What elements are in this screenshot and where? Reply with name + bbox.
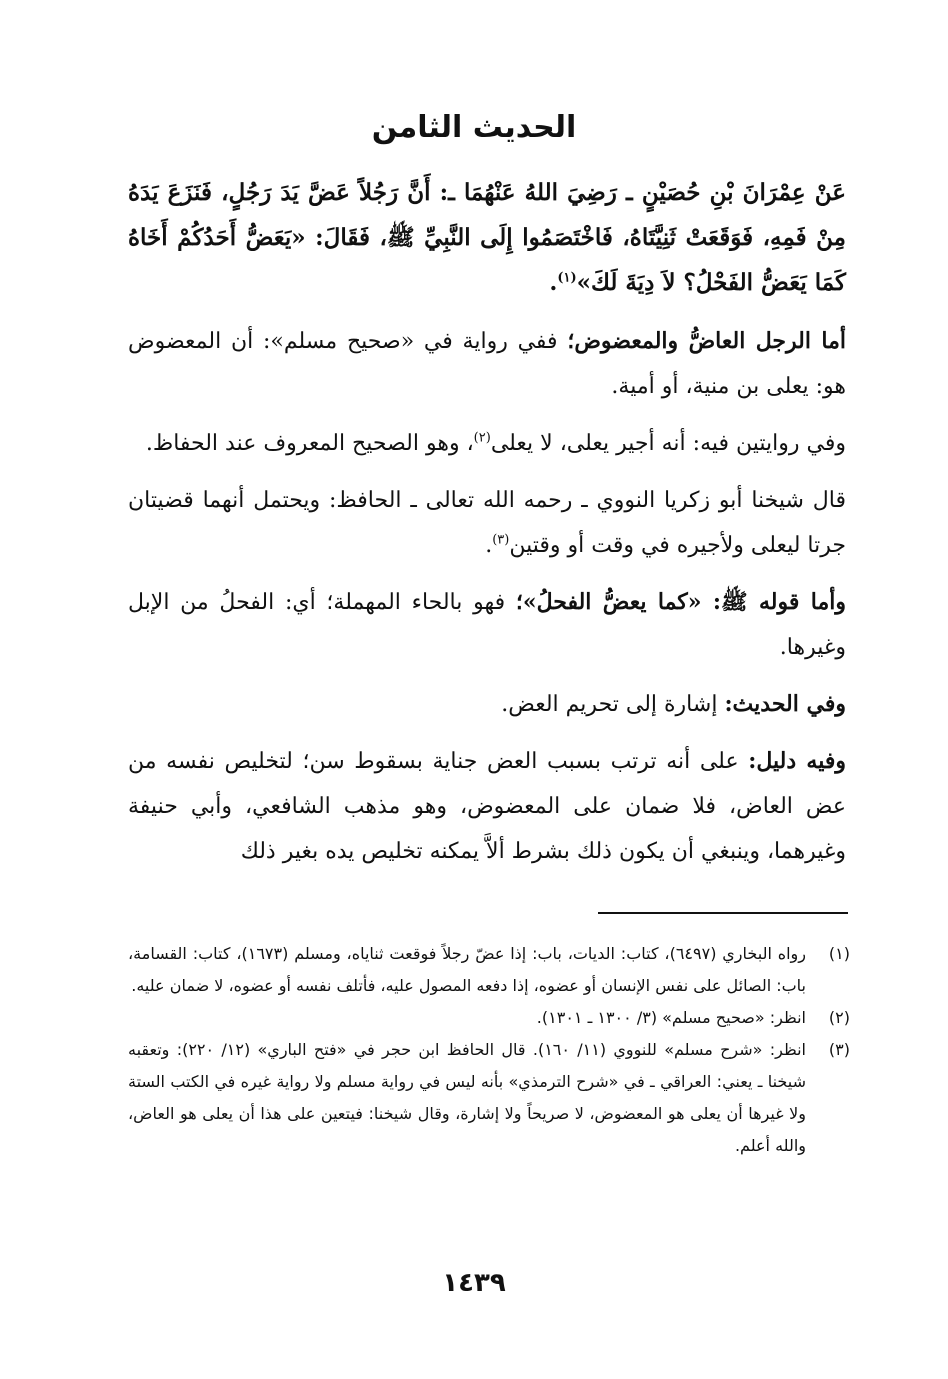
paragraph-text: قال شيخنا أبو زكريا النووي ـ رحمه الله تعالى ـ الحافظ: ويحتمل أنهما قضيتان جرتا ليعلى ولأجيره في وقت أو وقتين xyxy=(128,488,846,558)
footnotes xyxy=(128,938,850,1162)
hadith-text: عَنْ عِمْرَانَ بْنِ حُصَيْنٍ ـ رَضِيَ اللهُ عَنْهُمَا ـ: أَنَّ رَجُلاً عَضَّ يَدَ رَجُلٍ، فَنَزَعَ يَدَهُ مِنْ فَمِهِ، فَوَقَعَتْ ثَنِيَّتَاهُ، فَاخْتَصَمُوا إِلَى النَّبِيِّ ﷺ، فَقَالَ: «يَعَضُّ أَحَدُكُمْ أَخَاهُ كَمَا يَعَضُّ الفَحْلُ؟ لاَ دِيَةَ لَكَ» xyxy=(128,179,846,296)
footnote-text: رواه البخاري (٦٤٩٧)، كتاب: الديات، باب: إذا عضّ رجلاً فوقعت ثناياه، ومسلم (١٦٧٣)، كتاب: القسامة، باب: الصائل على نفس الإنسان أو عضوه، إذا دفعه المصول عليه، فأتلف نفسه أو عضوه، لا ضمان عليه. xyxy=(128,944,807,995)
hadith-paragraph xyxy=(128,170,846,305)
paragraph-text-after: ، وهو الصحيح المعروف عند الحفاظ. xyxy=(145,431,474,456)
paragraph-text: على أنه ترتب بسبب العض جناية بسقوط سن؛ لتخليص نفسه من عض العاض، فلا ضمان على المعضوض، وهو مذهب الشافعي، وأبي حنيفة وغيرهما، وينبغي أن يكون ذلك بشرط ألاَّ يمكنه تخليص يده بغير ذلك xyxy=(128,749,846,864)
paragraph-4 xyxy=(128,580,846,670)
paragraph-text: ففي رواية في «صحيح مسلم»: أن المعضوض هو: يعلى بن منية، أو أمية. xyxy=(128,329,846,399)
paragraph-text: وفي روايتين فيه: أنه أجير يعلى، لا يعلى xyxy=(490,431,846,456)
footnote-number: (٢) xyxy=(828,1008,850,1027)
footnote-number: (٣) xyxy=(828,1040,850,1059)
paragraph-lead: وفيه دليل: xyxy=(748,748,847,774)
paragraph-text: فهو بالحاء المهملة؛ أي: الفحلُ من الإبل وغيرها. xyxy=(128,590,846,660)
section-title: الحديث الثامن xyxy=(371,110,577,145)
page-number: ١٤٣٩ xyxy=(442,1268,506,1298)
footnote-ref-3[interactable]: (٣) xyxy=(492,532,510,548)
footnote-ref-1[interactable]: (١) xyxy=(557,270,577,286)
paragraph-6 xyxy=(128,739,846,874)
footnote-text: انظر: «صحيح مسلم» (٣/ ١٣٠٠ ـ ١٣٠١). xyxy=(536,1008,806,1027)
footnote-ref-2[interactable]: (٢) xyxy=(473,430,491,446)
paragraph-text: إشارة إلى تحريم العض. xyxy=(501,692,725,717)
footnote-1 xyxy=(128,938,850,1002)
footnote-text: انظر: «شرح مسلم» للنووي (١١/ ١٦٠). قال الحافظ ابن حجر في «فتح الباري» (١٢/ ٢٢٠): وتعقبه شيخنا ـ يعني: العراقي ـ في «شرح الترمذي» بأنه ليس في رواية مسلم ولا رواية غيره في الكتب الستة ولا غيرها أن يعلى هو المعضوض، لا صريحاً ولا إشارة، وقال شيخنا: فيتعين على هذا أن يعلى هو العاض، والله أعلم. xyxy=(128,1040,806,1155)
paragraph-text-after: . xyxy=(485,533,493,558)
hadith-end: . xyxy=(549,269,558,296)
footnote-2 xyxy=(128,1002,850,1034)
paragraph-lead: وفي الحديث: xyxy=(724,691,846,717)
paragraph-lead: وأما قوله ﷺ: «كما يعضُّ الفحلُ»؛ xyxy=(515,589,846,615)
footnote-number: (١) xyxy=(828,944,850,963)
paragraph-2 xyxy=(128,421,846,466)
main-text xyxy=(128,170,846,886)
footnote-divider xyxy=(598,912,848,914)
paragraph-lead: أما الرجل العاضُّ والمعضوض؛ xyxy=(567,328,846,354)
footnote-3 xyxy=(128,1034,850,1162)
paragraph-3 xyxy=(128,478,846,568)
paragraph-1 xyxy=(128,319,846,409)
paragraph-5 xyxy=(128,682,846,727)
